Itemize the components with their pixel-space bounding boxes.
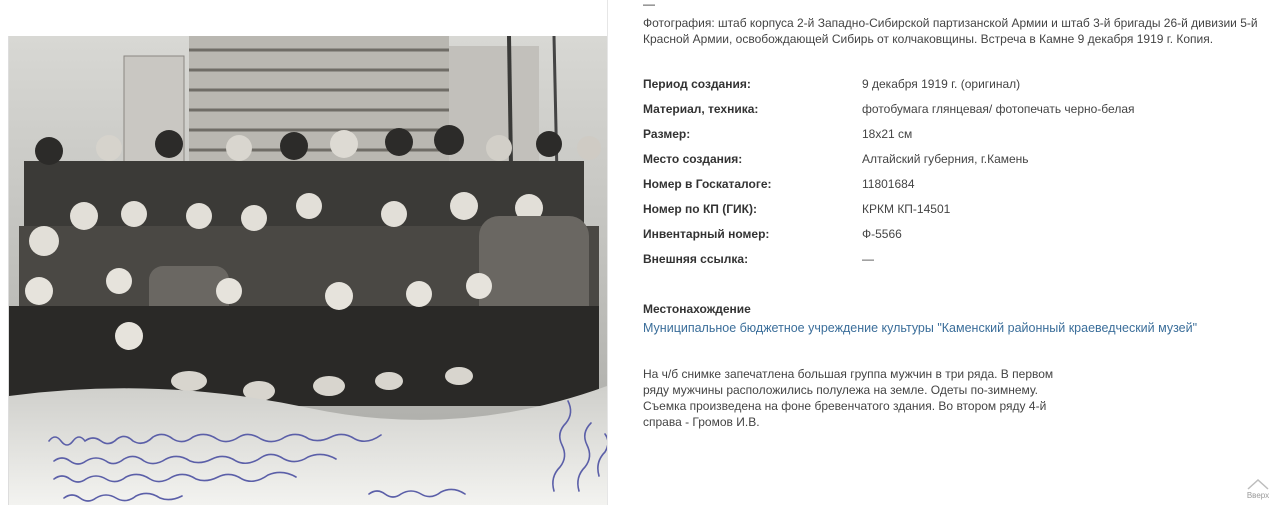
property-value: 9 декабря 1919 г. (оригинал) (862, 77, 1021, 91)
property-value: — (862, 252, 874, 266)
property-label: Номер по КП (ГИК): (643, 202, 757, 216)
property-label: Номер в Госкаталоге: (643, 177, 772, 191)
property-row (643, 201, 1273, 226)
property-label: Место создания: (643, 152, 743, 166)
property-label: Инвентарный номер: (643, 227, 770, 241)
property-label: Период создания: (643, 77, 751, 91)
panel-divider (607, 0, 608, 505)
property-row (643, 126, 1273, 151)
scroll-up-label: Вверх (1246, 491, 1270, 500)
museum-link[interactable]: Муниципальное бюджетное учреждение культуры "Каменский районный краеведческий музей" (643, 321, 1198, 335)
property-row (643, 176, 1273, 201)
property-value: КРКМ КП-14501 (862, 202, 951, 216)
property-value: Алтайский губерния, г.Камень (862, 152, 1029, 166)
property-value: Ф-5566 (862, 227, 902, 241)
scroll-up-button[interactable] (1244, 477, 1272, 501)
property-value: 18x21 см (862, 127, 913, 141)
property-value: 11801684 (862, 177, 915, 191)
properties-list (643, 76, 1273, 276)
photograph-image (9, 36, 607, 505)
header-dash: — (643, 0, 655, 11)
property-label: Размер: (643, 127, 691, 141)
property-row (643, 76, 1273, 101)
photo-description: На ч/б снимке запечатлена большая группа мужчин в три ряда. В первом ряду мужчины расположились полулежа на земле. Одеты по-зимнему. Съемка произведена на фоне бревенчатого здания. Во втором ряду 4-й справа - Громов И.В. (643, 367, 1054, 429)
property-label: Внешняя ссылка: (643, 252, 749, 266)
location-heading: Местонахождение (643, 302, 751, 316)
property-row (643, 251, 1273, 276)
property-row (643, 101, 1273, 126)
property-label: Материал, техника: (643, 102, 759, 116)
property-row (643, 226, 1273, 251)
photo-panel (0, 0, 607, 505)
chevron-up-icon (1244, 477, 1272, 491)
property-value: фотобумага глянцевая/ фотопечать черно-белая (862, 102, 1135, 116)
museum-photograph[interactable] (8, 36, 607, 505)
photo-caption: Фотография: штаб корпуса 2-й Западно-Сибирской партизанской Армии и штаб 3-й бригады 26-й дивизии 5-й Красной Армии, освобождающей Сибирь от колчаковщины. Встреча в Камне 9 декабря 1919 г. Копия. (643, 16, 1258, 46)
property-row (643, 151, 1273, 176)
